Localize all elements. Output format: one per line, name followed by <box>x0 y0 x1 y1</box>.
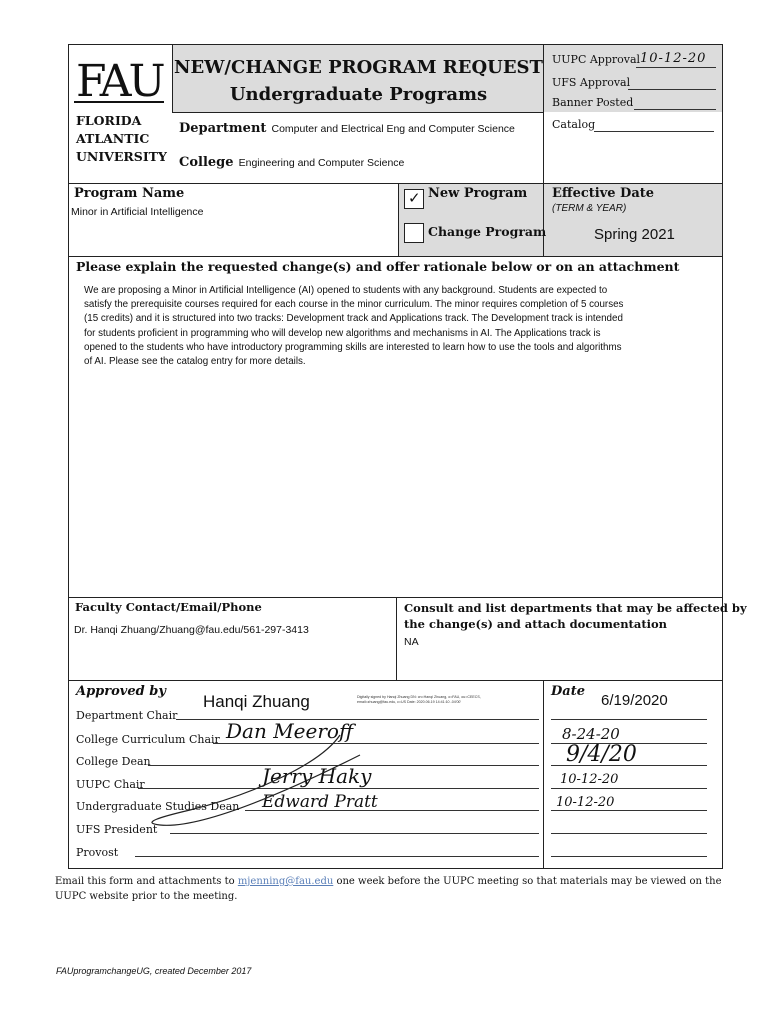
role-provost: Provost <box>76 846 119 859</box>
catalog-field[interactable]: Catalog <box>552 118 596 131</box>
banner-posted-field[interactable]: Banner Posted <box>552 96 634 109</box>
ufs-approval-line <box>628 89 716 90</box>
date-line <box>551 833 707 834</box>
digital-signature-note: Digitally signed by Hanqi Zhuang DN: cn=Hanqi Zhuang, o=FAU, ou=CEECS, email=zhuang@fau.edu, c=US Date: 2020.06.19 14:41:10 -04'00' <box>357 695 481 704</box>
divider <box>543 680 544 869</box>
date-line <box>551 810 707 811</box>
signature-college-curriculum-chair[interactable]: Dan Meeroff <box>226 719 354 743</box>
date-line <box>551 856 707 857</box>
divider <box>172 112 544 113</box>
signature-flourish <box>130 725 370 835</box>
role-college-curriculum-chair: College Curriculum Chair <box>76 733 220 746</box>
college-label: College <box>179 155 234 170</box>
date-uupc-chair[interactable]: 10-12-20 <box>560 772 619 787</box>
change-program-label: Change Program <box>428 224 547 239</box>
ufs-approval-field[interactable]: UFS Approval <box>552 76 631 89</box>
form-title: NEW/CHANGE PROGRAM REQUEST Undergraduate Programs <box>174 57 543 105</box>
university-name: FLORIDA ATLANTIC UNIVERSITY <box>76 113 167 164</box>
uupc-approval-date: 10-12-20 <box>640 51 707 66</box>
signature-department-chair[interactable]: Hanqi Zhuang <box>203 692 310 711</box>
submission-instructions: Email this form and attachments to mjenning@fau.edu one week before the UUPC meeting so that materials may be viewed on the UUPC website prior to the meeting. <box>55 876 722 902</box>
date-line <box>551 788 707 789</box>
term-hint: (TERM & YEAR) <box>552 203 627 214</box>
divider <box>68 680 723 681</box>
rationale-text[interactable]: We are proposing a Minor in Artificial Intelligence (AI) opened to students with any background. Students are expected to satisfy the prerequisite courses required for each course in the minor curriculum. The minor requires completion of 5 courses (15 credits) and it is structured into two tracks: Development track and Applications track. The Development track is intended for students proficient in programming who will develop new algorithms and mechanisms in AI. The Applications track is opened to the students who have introductory programming skills are interested to learn how to use the tools and algorithms of AI. Please see the catalog entry for more details. <box>84 285 624 368</box>
email-link[interactable]: mjenning@fau.edu <box>237 876 334 887</box>
role-college-dean: College Dean <box>76 755 151 768</box>
fau-logo <box>74 50 166 108</box>
faculty-contact-label: Faculty Contact/Email/Phone <box>75 600 262 614</box>
role-ufs-president: UFS President <box>76 823 158 836</box>
date-college-curriculum-chair[interactable]: 8-24-20 <box>562 725 620 743</box>
program-name-label: Program Name <box>74 186 185 201</box>
divider <box>68 256 723 257</box>
document-note: FAUprogramchangeUG, created December 2017 <box>56 966 252 976</box>
effective-date-value[interactable]: Spring 2021 <box>594 226 675 243</box>
faculty-contact-value[interactable]: Dr. Hanqi Zhuang/Zhuang@fau.edu/561-297-3413 <box>74 624 309 636</box>
date-label: Date <box>551 684 585 699</box>
new-program-checkbox[interactable] <box>404 189 424 209</box>
signature-undergraduate-studies-dean[interactable]: Edward Pratt <box>262 792 378 812</box>
consult-value[interactable]: NA <box>404 636 419 648</box>
department-value: Computer and Electrical Eng and Computer Science <box>271 123 515 135</box>
department-field[interactable] <box>179 117 515 136</box>
rationale-heading: Please explain the requested change(s) and offer rationale below or on an attachment <box>76 259 680 274</box>
uupc-approval-field[interactable]: UUPC Approval <box>552 53 641 66</box>
catalog-line <box>594 131 714 132</box>
uupc-approval-line <box>636 67 716 68</box>
role-uupc-chair: UUPC Chair <box>76 778 145 791</box>
approved-by-label: Approved by <box>76 684 166 699</box>
new-program-label: New Program <box>428 186 528 201</box>
date-college-dean[interactable]: 9/4/20 <box>566 742 637 767</box>
signature-line <box>135 856 539 857</box>
college-field[interactable] <box>179 151 404 170</box>
role-undergraduate-studies-dean: Undergraduate Studies Dean <box>76 800 240 813</box>
signature-uupc-chair[interactable]: Jerry Haky <box>262 764 372 788</box>
consult-label: Consult and list departments that may be affected by the change(s) and attach documentation <box>404 601 747 631</box>
logo-text: FAU <box>76 56 163 107</box>
college-value: Engineering and Computer Science <box>238 157 405 169</box>
change-program-checkbox[interactable] <box>404 223 424 243</box>
role-department-chair: Department Chair <box>76 709 178 722</box>
check-mark-icon: ✓ <box>408 189 421 207</box>
program-name-value[interactable]: Minor in Artificial Intelligence <box>71 206 204 218</box>
date-line <box>551 719 707 720</box>
banner-posted-line <box>634 109 716 110</box>
department-label: Department <box>179 121 267 136</box>
divider <box>396 597 397 680</box>
divider <box>398 183 399 256</box>
effective-date-label: Effective Date <box>552 186 655 201</box>
divider <box>543 183 544 256</box>
divider <box>68 183 723 184</box>
date-undergraduate-studies-dean[interactable]: 10-12-20 <box>556 795 615 810</box>
date-department-chair[interactable]: 6/19/2020 <box>601 692 668 709</box>
